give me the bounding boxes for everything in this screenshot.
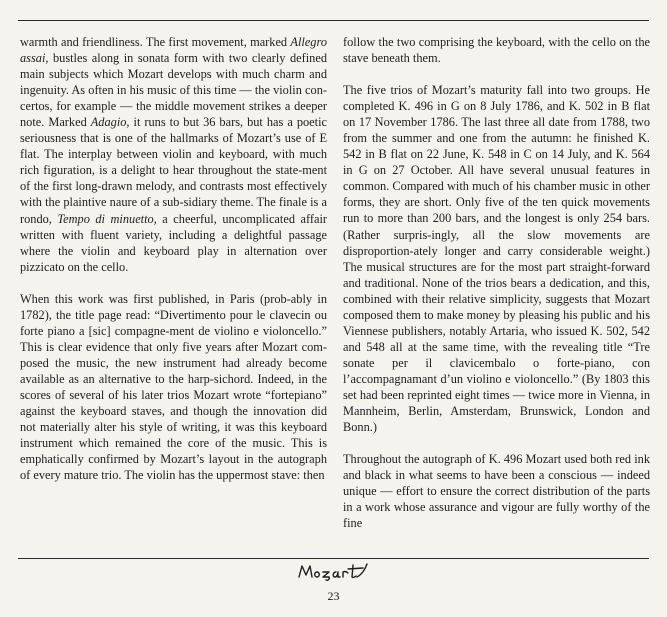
bottom-rule: [18, 558, 649, 559]
left-column: [20, 34, 327, 483]
right-column: [343, 34, 650, 531]
right-paragraph-3: Throughout the autograph of K. 496 Mozart used both red ink and black in what seems to have been a conscious — indeed unique — effort to ensure the correct distribution of the parts in a work whose assurance and vigour are fully worthy of the fine: [343, 452, 650, 531]
left-paragraph-1: warmth and friendliness. The first movement, marked Allegro assai, bustles along in sonata form with two clearly defined main subjects which Mozart develops with much charm and ingenuity. As often in his music of this time — the violin con-​certos, for example — the middle movement strikes a deeper note. Marked Adagio, it runs to but 36 bars, but has a poetic seriousness that is one of the hallmarks of Mozart’s use of E flat. The interplay between violin and keyboard, with much rich figuration, is a delight to hear throughout the state-​ment of the first long-drawn melody, and contrasts most effectively with the plaintive naure of a sub-​sidiary theme. The finale is a rondo, Tempo di minuetto, a cheerful, uncomplicated affair written with fluent variety, including a delightful passage where the violin and keyboard play in alternation over pizzicato on the cello.: [20, 35, 328, 274]
top-rule: [18, 20, 649, 21]
italic-term: Tempo di minuetto,: [57, 211, 157, 226]
mozart-signature-logo: [293, 560, 373, 582]
right-paragraph-1: follow the two comprising the keyboard, with the cello on the stave beneath them.: [343, 35, 650, 66]
italic-term: Allegro assai,: [20, 35, 327, 66]
right-paragraph-2: The five trios of Mozart’s maturity fall into two groups. He completed K. 496 in G on 8 July 1786, and K. 502 in B flat on 17 November 1786. The last three all date from 1788, two from the summer and one from the autumn: he finished K. 542 in B flat on 22 June, K. 548 in C on 14 July, and K. 564 in G on 27 October. All have several unusual features in common. Compared with much of his chamber music in other forms, they are short. Only five of the ten quick movements run to more than 200 bars, and the longest is only 254 bars. (Rather surpris-​ingly, all the slow movements are disproportion-​ately longer and carry considerable weight.) The musical structures are for the most part straight-​forward and traditional. None of the trios bears a dedication, and this, combined with their relative simplicity, suggests that Mozart composed them to make money by pleasing his public and his Viennese publishers, notably Artaria, who issued K. 502, 542 and 548 all at the same time, with the revealing title “Tre sonate per il clavicembalo o forte-piano, con l’accompagnamant d’un violino e violoncello.” (By 1803 this set had been reprinted eight times — twice more in Vienna, in Mannheim, Berlin, Amsterdam, Brunswick, London and Bonn.): [343, 83, 650, 435]
left-paragraph-2: When this work was first published, in Paris (prob-​ably in 1782), the title page read: “Divertimento pour le clavecin ou forte piano a [sic] compagne-​ment de violino e violoncello.” This is clear evidence that only five years after Mozart com-​posed the music, the new instrument had already become available as an alternative to the harp-​sichord. Indeed, in the scores of several of his later trios Mozart wrote “fortepiano” against the keyboard staves, and though the innovation did not materially alter his style of writing, it was this keyboard instrument which remained the core of the music. This is emphatically confirmed by Mozart’s layout in the autograph of every mature trio. The violin has the uppermost stave: then: [20, 291, 327, 483]
italic-term: Adagio,: [90, 115, 130, 130]
page-number: 23: [327, 589, 340, 603]
